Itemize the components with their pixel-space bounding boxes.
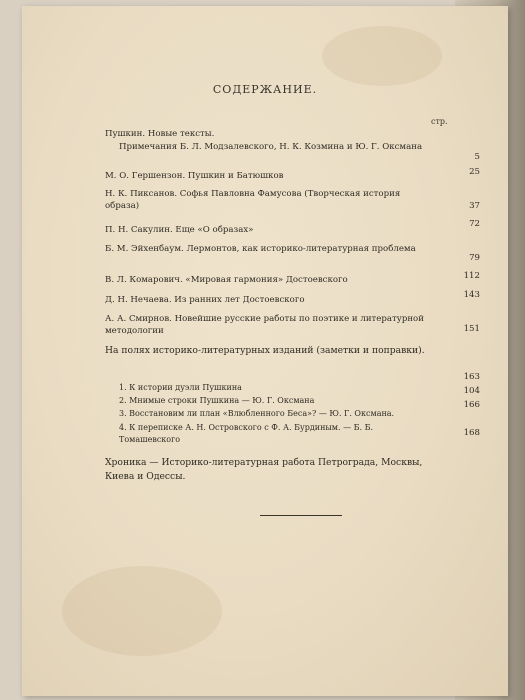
paper-stain: [322, 26, 442, 86]
toc-page-number: 112: [463, 271, 480, 281]
toc-subentry: 1. К истории дуэли Пушкина: [119, 383, 242, 392]
toc-subentry: 3. Восстановим ли план «Влюбленного Беса»? — Ю. Г. Оксмана.: [119, 409, 395, 418]
page-column-label: стр.: [431, 117, 448, 126]
toc-entry: На полях историко-литературных изданий (заметки и поправки).: [105, 345, 425, 356]
toc-page-number: 143: [463, 290, 480, 300]
toc-page-number: 166: [463, 400, 480, 410]
toc-entry: Д. Н. Нечаева. Из ранних лет Достоевского: [105, 295, 305, 305]
closing-rule: [260, 515, 342, 516]
toc-entry: П. Н. Сакулин. Еще «О образах»: [105, 225, 254, 235]
toc-entry: А. А. Смирнов. Новейшие русские работы по поэтике и литературной методологии: [105, 314, 424, 337]
toc-subentry: 4. К переписке А. Н. Островского с Ф. А. Бурдиным. — Б. Б. Томашевского: [119, 423, 374, 444]
toc-page-number: 151: [463, 324, 480, 334]
toc-entry: М. О. Гершензон. Пушкин и Батюшков: [105, 171, 284, 181]
toc-entry: Примечания Б. Л. Модзалевского, Н. К. Козмина и Ю. Г. Оксмана: [119, 142, 423, 152]
toc-page-number: 104: [463, 386, 480, 396]
toc-page-number: 37: [469, 201, 480, 211]
toc-page-number: 72: [469, 219, 480, 229]
toc-title: СОДЕРЖАНИЕ.: [212, 83, 318, 96]
toc-page-number: 79: [469, 253, 480, 263]
document-page: [22, 6, 508, 696]
toc-entry: В. Л. Комарович. «Мировая гармония» Достоевского: [105, 275, 348, 285]
toc-page-number: 163: [463, 372, 480, 382]
toc-entry: Пушкин. Новые тексты.: [105, 129, 215, 139]
toc-page-number: 25: [469, 167, 480, 177]
toc-subentry: 2. Мнимые строки Пушкина — Ю. Г. Оксмана: [119, 396, 315, 405]
toc-entry: Н. К. Пиксанов. Софья Павловна Фамусова (Творческая история образа): [105, 189, 401, 212]
toc-page-number: 5: [474, 152, 480, 162]
toc-entry: Б. М. Эйхенбаум. Лермонтов, как историко-литературная проблема: [105, 244, 416, 254]
toc-page-number: 168: [463, 428, 480, 438]
paper-stain: [62, 566, 222, 656]
toc-entry: Хроника — Историко-литературная работа Петрограда, Москвы, Киева и Одессы.: [105, 457, 423, 482]
